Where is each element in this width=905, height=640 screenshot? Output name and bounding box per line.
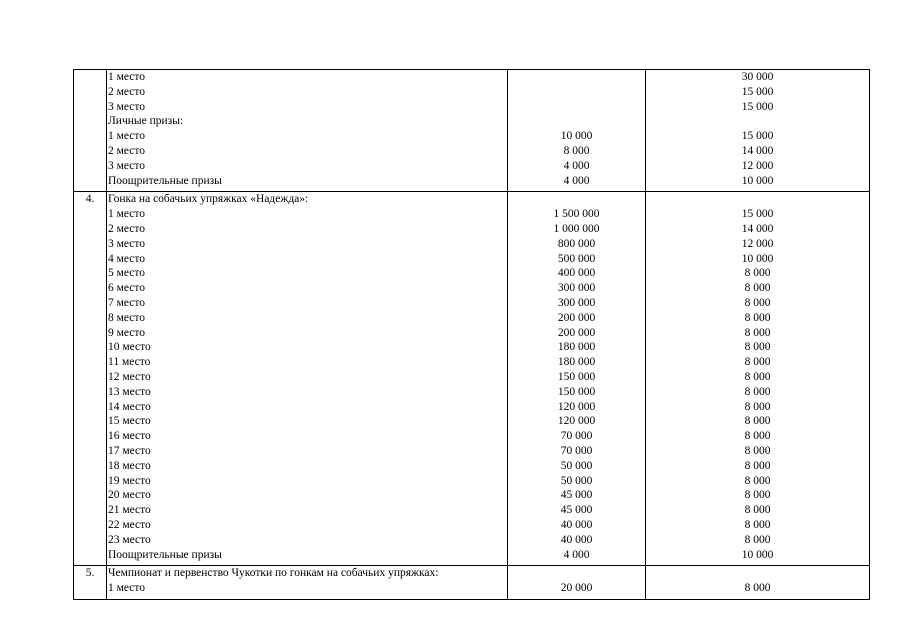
amount-b: 15 000 — [741, 85, 774, 98]
amount-a: 400 000 — [557, 267, 596, 280]
place-name: 1 место — [108, 130, 146, 143]
table-row — [74, 192, 870, 566]
place-name: 2 место — [108, 222, 146, 235]
amount-b — [646, 566, 869, 581]
amount-b: 10 000 — [741, 174, 774, 187]
amount-a: 4 000 — [563, 159, 590, 172]
amount-b: 30 000 — [741, 71, 774, 83]
place-name: 11 место — [108, 356, 151, 369]
place-name-cell — [107, 566, 508, 600]
place-name: Поощрительные призы — [108, 548, 222, 561]
amount-b-cell — [646, 566, 870, 600]
amount-a: 40 000 — [560, 518, 593, 531]
place-name: 3 место — [108, 237, 146, 250]
amount-a: 10 000 — [560, 130, 593, 143]
place-name: 5 место — [108, 267, 146, 280]
amount-a: 150 000 — [557, 385, 596, 398]
amount-b: 10 000 — [741, 548, 774, 561]
place-name: 23 место — [108, 533, 151, 546]
section-number — [74, 70, 106, 85]
amount-a: 50 000 — [560, 459, 593, 472]
place-name: Гонка на собачьих упряжках «Надежда»: — [108, 193, 309, 206]
place-name: 10 место — [108, 341, 151, 354]
amount-a: 40 000 — [560, 533, 593, 546]
place-name: 8 место — [108, 311, 146, 324]
amount-b: 8 000 — [744, 341, 771, 354]
amount-a: 180 000 — [557, 356, 596, 369]
place-name: 20 место — [108, 489, 151, 502]
place-name: 3 место — [108, 159, 146, 172]
amount-a: 800 000 — [557, 237, 596, 250]
amount-b: 8 000 — [744, 326, 771, 339]
place-name: 12 место — [108, 370, 151, 383]
table-row — [74, 70, 870, 192]
place-name: 22 место — [108, 518, 151, 531]
place-name: 16 место — [108, 430, 151, 443]
amount-b: 10 000 — [741, 252, 774, 265]
place-name: 21 место — [108, 504, 151, 517]
amount-b: 8 000 — [744, 267, 771, 280]
amount-b — [646, 192, 869, 207]
amount-b-cell — [646, 70, 870, 192]
amount-a: 200 000 — [557, 326, 596, 339]
amount-b: 12 000 — [741, 237, 774, 250]
place-name: 17 место — [108, 444, 151, 457]
amount-b: 8 000 — [744, 415, 771, 428]
amount-a: 4 000 — [563, 174, 590, 187]
amount-b: 8 000 — [744, 356, 771, 369]
amount-b: 8 000 — [744, 582, 771, 595]
amount-a: 45 000 — [560, 504, 593, 517]
place-name: 6 место — [108, 282, 146, 295]
amount-a: 70 000 — [560, 430, 593, 443]
table-row — [74, 566, 870, 600]
amount-a — [508, 100, 645, 115]
amount-a: 8 000 — [563, 144, 590, 157]
amount-b: 8 000 — [744, 311, 771, 324]
amount-b: 8 000 — [744, 430, 771, 443]
amount-a: 1 000 000 — [553, 222, 600, 235]
amount-a-cell — [508, 192, 646, 566]
amount-a: 300 000 — [557, 282, 596, 295]
amount-a — [508, 192, 645, 207]
amount-b: 14 000 — [741, 144, 774, 157]
amount-a: 500 000 — [557, 252, 596, 265]
place-name: 13 место — [108, 385, 151, 398]
amount-a: 45 000 — [560, 489, 593, 502]
amount-b: 8 000 — [744, 489, 771, 502]
amount-a — [508, 114, 645, 129]
place-name: 4 место — [108, 252, 146, 265]
amount-a: 120 000 — [557, 400, 596, 413]
amount-b: 8 000 — [744, 296, 771, 309]
amount-b: 8 000 — [744, 533, 771, 546]
amount-b: 8 000 — [744, 444, 771, 457]
section-number-cell — [74, 70, 107, 192]
place-name-cell — [107, 192, 508, 566]
prize-table-body — [74, 70, 870, 600]
amount-b: 8 000 — [744, 518, 771, 531]
amount-a: 4 000 — [563, 548, 590, 561]
amount-a: 20 000 — [560, 582, 593, 595]
place-name: 1 место — [108, 208, 146, 221]
place-name: 19 место — [108, 474, 151, 487]
amount-a-cell — [508, 566, 646, 600]
amount-b: 8 000 — [744, 370, 771, 383]
place-name: 7 место — [108, 296, 146, 309]
amount-b: 8 000 — [744, 385, 771, 398]
amount-a: 180 000 — [557, 341, 596, 354]
amount-b — [646, 114, 869, 129]
prize-table — [73, 69, 870, 600]
place-name: 15 место — [108, 415, 151, 428]
place-name: 2 место — [108, 144, 146, 157]
amount-b: 14 000 — [741, 222, 774, 235]
amount-b: 15 000 — [741, 130, 774, 143]
amount-a-cell — [508, 70, 646, 192]
place-name: 18 место — [108, 459, 151, 472]
amount-a: 120 000 — [557, 415, 596, 428]
section-number: 5. — [85, 567, 95, 580]
place-name: Чемпионат и первенство Чукотки по гонкам на собачьих упряжках: — [108, 567, 439, 580]
amount-a — [508, 85, 645, 100]
place-name-cell — [107, 70, 508, 192]
amount-a — [508, 70, 645, 85]
amount-a: 200 000 — [557, 311, 596, 324]
place-name: Поощрительные призы — [108, 174, 222, 187]
place-name: 14 место — [108, 400, 151, 413]
amount-b-cell — [646, 192, 870, 566]
section-number: 4. — [85, 193, 95, 206]
place-name: 1 место — [108, 582, 146, 595]
place-name: 3 место — [108, 100, 146, 113]
amount-b: 15 000 — [741, 100, 774, 113]
amount-b: 8 000 — [744, 504, 771, 517]
amount-a: 70 000 — [560, 444, 593, 457]
place-name: 9 место — [108, 326, 146, 339]
amount-b: 12 000 — [741, 159, 774, 172]
amount-b: 15 000 — [741, 208, 774, 221]
amount-a: 1 500 000 — [553, 208, 600, 221]
amount-b: 8 000 — [744, 282, 771, 295]
amount-a — [508, 566, 645, 581]
amount-a: 300 000 — [557, 296, 596, 309]
place-name: 2 место — [108, 85, 146, 98]
section-number-cell — [74, 566, 107, 600]
amount-a: 150 000 — [557, 370, 596, 383]
amount-b: 8 000 — [744, 400, 771, 413]
amount-b: 8 000 — [744, 459, 771, 472]
amount-b: 8 000 — [744, 474, 771, 487]
place-name: Личные призы: — [108, 115, 184, 128]
place-name: 1 место — [108, 71, 146, 83]
amount-a: 50 000 — [560, 474, 593, 487]
section-number-cell — [74, 192, 107, 566]
